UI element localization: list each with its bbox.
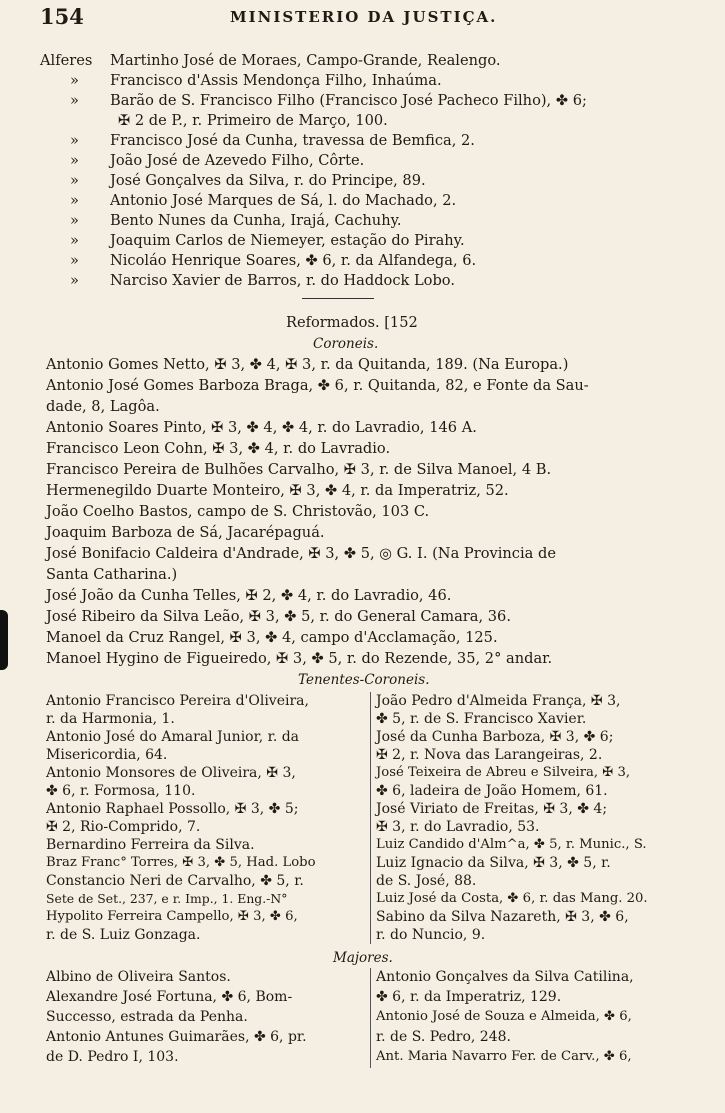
list-item: Joaquim Barboza de Sá, Jacarépaguá. [46,524,325,541]
entry-text: Joaquim Carlos de Niemeyer, estação do Pirahy. [110,232,465,249]
list-item: Bernardino Ferreira da Silva. [46,837,255,853]
list-item: Hermenegildo Duarte Monteiro, ✠ 3, ✤ 4, r. da Imperatriz, 52. [46,482,509,499]
list-item: r. do Nuncio, 9. [376,927,486,943]
list-item: de S. José, 88. [376,873,477,889]
list-item: Antonio Antunes Guimarães, ✤ 6, pr. [46,1029,307,1045]
list-item: r. de S. Pedro, 248. [376,1029,511,1045]
section-title-reformados: Reformados. [152 [286,314,418,331]
list-item: Braz Franc° Torres, ✠ 3, ✤ 5, Had. Lobo [46,855,316,870]
entry-text: Nicoláo Henrique Soares, ✤ 6, r. da Alfandega, 6. [110,252,477,269]
rank-label: » [70,252,79,269]
list-item: Francisco Leon Cohn, ✠ 3, ✤ 4, r. do Lavradio. [46,440,391,457]
list-item: Manoel da Cruz Rangel, ✠ 3, ✤ 4, campo d'Acclamação, 125. [46,629,498,646]
rank-label: » [70,272,79,289]
page-number: 154 [40,4,84,29]
running-head: MINISTERIO DA JUSTIÇA. [230,8,498,26]
list-item: Manoel Hygino de Figueiredo, ✠ 3, ✤ 5, r. do Rezende, 35, 2° andar. [46,650,553,667]
list-item: Misericordia, 64. [46,747,168,763]
list-item: Santa Catharina.) [46,566,178,583]
rank-label: » [70,232,79,249]
list-item: José Ribeiro da Silva Leão, ✠ 3, ✤ 5, r. do General Camara, 36. [46,608,511,625]
list-item: Antonio José Gomes Barboza Braga, ✤ 6, r. Quitanda, 82, e Fonte da Sau- [46,377,589,394]
list-item: Sabino da Silva Nazareth, ✠ 3, ✤ 6, [376,909,629,925]
entry-text: Francisco José da Cunha, travessa de Bemfica, 2. [110,132,475,149]
list-item: Antonio Gomes Netto, ✠ 3, ✤ 4, ✠ 3, r. da Quitanda, 189. (Na Europa.) [46,356,569,373]
rank-label: » [70,72,79,89]
list-item: ✤ 6, r. da Imperatriz, 129. [376,989,562,1005]
list-item: Antonio Soares Pinto, ✠ 3, ✤ 4, ✤ 4, r. do Lavradio, 146 A. [46,419,477,436]
list-item: dade, 8, Lagôa. [46,398,160,415]
list-item: ✤ 5, r. de S. Francisco Xavier. [376,711,587,727]
column-divider [370,968,371,1068]
list-item: Albino de Oliveira Santos. [46,969,231,985]
list-item: José da Cunha Barboza, ✠ 3, ✤ 6; [376,729,614,745]
list-item: Antonio Raphael Possollo, ✠ 3, ✤ 5; [46,801,299,817]
list-item: João Coelho Bastos, campo de S. Christovão, 103 C. [46,503,430,520]
list-item: Francisco Pereira de Bulhões Carvalho, ✠ 3, r. de Silva Manoel, 4 B. [46,461,552,478]
entry-text: Barão de S. Francisco Filho (Francisco José Pacheco Filho), ✤ 6; [110,92,587,109]
page-header [40,4,701,30]
subsection-title-majores: Majores. [333,950,393,966]
entry-text: Martinho José de Moraes, Campo-Grande, Realengo. [110,52,501,69]
entry-text: José Gonçalves da Silva, r. do Principe, 89. [110,172,426,189]
list-item: ✠ 3, r. do Lavradio, 53. [376,819,540,835]
rank-label: Alferes [40,52,93,69]
rank-label: » [70,92,79,109]
list-item: José João da Cunha Telles, ✠ 2, ✤ 4, r. do Lavradio, 46. [46,587,452,604]
list-item: José Bonifacio Caldeira d'Andrade, ✠ 3, ✤ 5, ◎ G. I. (Na Provincia de [46,545,556,562]
list-item: r. de S. Luiz Gonzaga. [46,927,201,943]
list-item: Hypolito Ferreira Campello, ✠ 3, ✤ 6, [46,909,298,924]
list-item: Luiz Candido d'Alm^a, ✤ 5, r. Munic., S. [376,837,647,852]
list-item: Alexandre José Fortuna, ✤ 6, Bom- [46,989,293,1005]
list-item: r. da Harmonia, 1. [46,711,175,727]
list-item: Ant. Maria Navarro Fer. de Carv., ✤ 6, [376,1049,632,1064]
list-item: Antonio Francisco Pereira d'Oliveira, [46,693,309,709]
list-item: José Teixeira de Abreu e Silveira, ✠ 3, [376,765,631,780]
column-divider [370,692,371,944]
entry-text: Francisco d'Assis Mendonça Filho, Inhaúma. [110,72,442,89]
list-item: Successo, estrada da Penha. [46,1009,248,1025]
rank-label: » [70,172,79,189]
entry-text: Narciso Xavier de Barros, r. do Haddock Lobo. [110,272,455,289]
section-divider [302,298,374,299]
list-item: Antonio Monsores de Oliveira, ✠ 3, [46,765,296,781]
entry-text: Antonio José Marques de Sá, l. do Machado, 2. [110,192,457,209]
rank-label: » [70,152,79,169]
list-item: Antonio José de Souza e Almeida, ✤ 6, [376,1009,632,1024]
list-item: ✠ 2, Rio-Comprido, 7. [46,819,201,835]
entry-text: ✠ 2 de P., r. Primeiro de Março, 100. [118,112,388,129]
rank-label: » [70,212,79,229]
subsection-title-tenentes: Tenentes-Coroneis. [298,672,430,688]
subsection-title-coroneis: Coroneis. [313,336,379,352]
list-item: João Pedro d'Almeida França, ✠ 3, [376,693,621,709]
binding-mark [0,610,8,670]
list-item: ✤ 6, ladeira de João Homem, 61. [376,783,608,799]
list-item: ✠ 2, r. Nova das Larangeiras, 2. [376,747,603,763]
list-item: Sete de Set., 237, e r. Imp., 1. Eng.-N° [46,891,288,906]
list-item: de D. Pedro I, 103. [46,1049,179,1065]
rank-label: » [70,132,79,149]
list-item: ✤ 6, r. Formosa, 110. [46,783,196,799]
list-item: Luiz José da Costa, ✤ 6, r. das Mang. 20. [376,891,648,906]
list-item: Luiz Ignacio da Silva, ✠ 3, ✤ 5, r. [376,855,611,871]
entry-text: João José de Azevedo Filho, Côrte. [110,152,365,169]
list-item: Constancio Neri de Carvalho, ✤ 5, r. [46,873,304,889]
entry-text: Bento Nunes da Cunha, Irajá, Cachuhy. [110,212,402,229]
rank-label: » [70,192,79,209]
list-item: José Viriato de Freitas, ✠ 3, ✤ 4; [376,801,608,817]
list-item: Antonio Gonçalves da Silva Catilina, [376,969,634,985]
list-item: Antonio José do Amaral Junior, r. da [46,729,300,745]
